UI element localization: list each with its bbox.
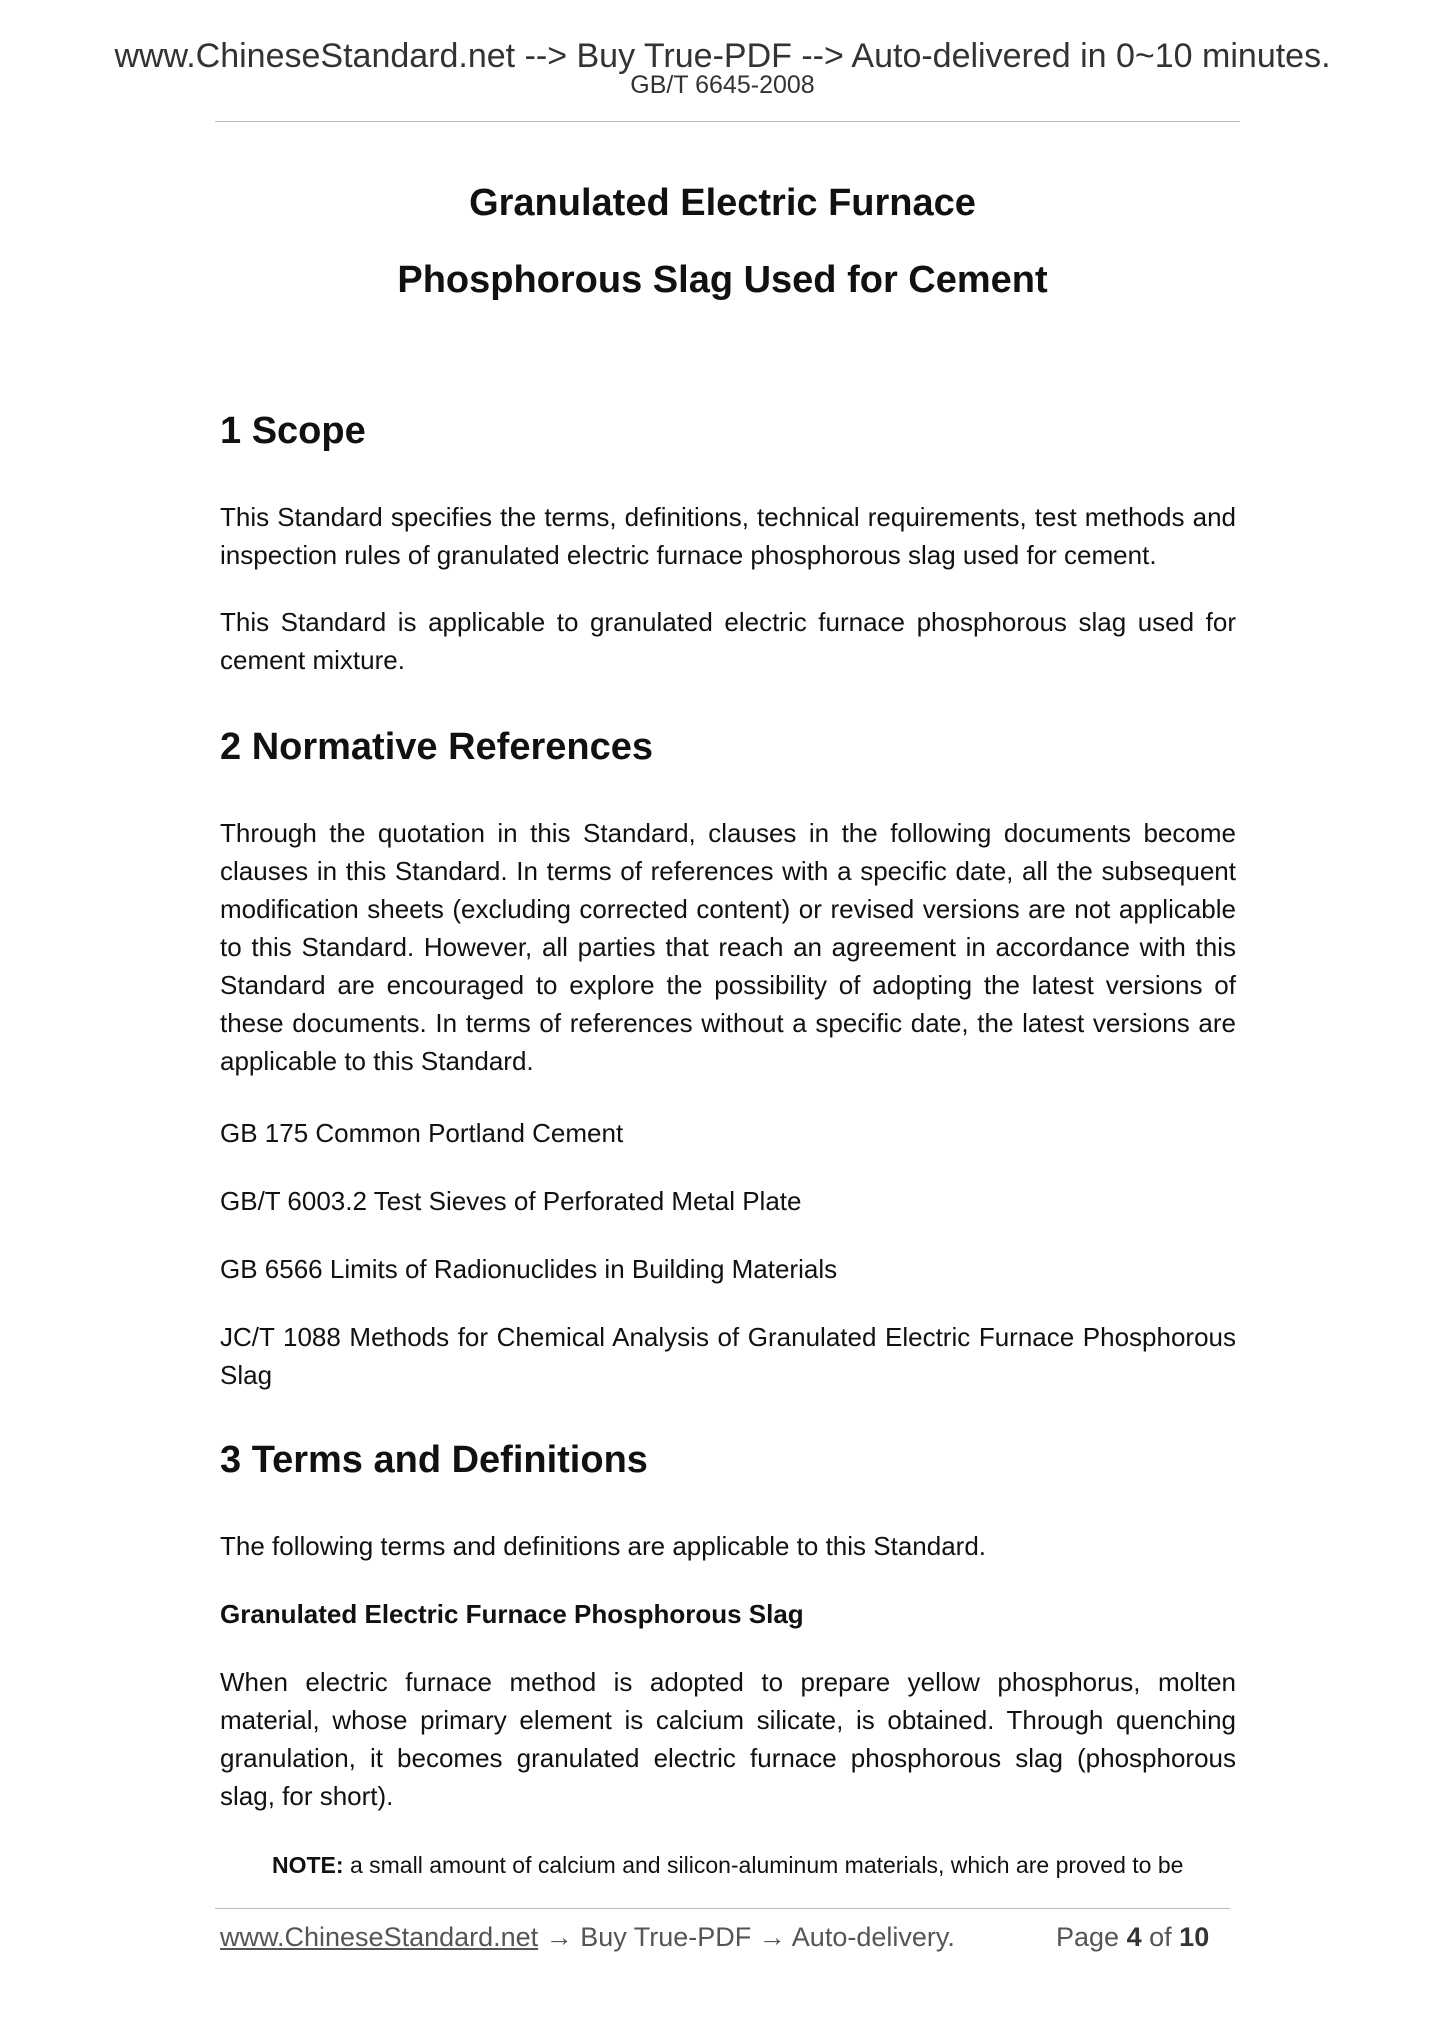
page-number: 4 (1126, 1922, 1142, 1952)
page-label: Page (1056, 1922, 1120, 1952)
footer-links (220, 1920, 955, 1954)
note (272, 1849, 1236, 1881)
arrow-right-icon: → (758, 1922, 786, 1952)
page-indicator (1056, 1920, 1209, 1954)
footer-delivery-text: Auto-delivery. (791, 1922, 955, 1952)
arrow-right-icon: → (545, 1922, 573, 1952)
footer-buy-text: Buy True-PDF (580, 1922, 752, 1952)
term-title: Granulated Electric Furnace Phosphorous Slag (220, 1599, 804, 1629)
footer-divider (215, 1908, 1230, 1909)
document-title-line-1: Granulated Electric Furnace (469, 182, 976, 224)
reference-item: JC/T 1088 Methods for Chemical Analysis of Granulated Electric Furnace Phosphorous Slag (220, 1322, 1236, 1390)
note-text: a small amount of calcium and silicon-aluminum materials, which are proved to be (343, 1852, 1184, 1878)
document-title-line-2: Phosphorous Slag Used for Cement (397, 259, 1048, 301)
section-heading-scope: 1 Scope (220, 410, 366, 452)
reference-item: GB/T 6003.2 Test Sieves of Perforated Metal Plate (220, 1186, 802, 1216)
of-label: of (1149, 1922, 1172, 1952)
reference-item: GB 6566 Limits of Radionuclides in Building Materials (220, 1254, 838, 1284)
note-label: NOTE: (272, 1852, 344, 1878)
scope-paragraph-2: This Standard is applicable to granulated electric furnace phosphorous slag used for cement mixture. (220, 607, 1236, 675)
section-heading-normative-references: 2 Normative References (220, 726, 653, 768)
header-divider (215, 121, 1240, 122)
scope-paragraph-1: This Standard specifies the terms, definitions, technical requirements, test methods and inspection rules of granulated electric furnace phosphorous slag used for cement. (220, 502, 1236, 570)
normative-references-intro: Through the quotation in this Standard, clauses in the following documents become clauses in this Standard. In terms of references with a specific date, all the subsequent modification sheets (excluding corrected content) or revised versions are not applicable to this Standard. However, all parties that reach an agreement in accordance with this Standard are encouraged to explore the possibility of adopting the latest versions of these documents. In terms of references without a specific date, the latest versions are applicable to this Standard. (220, 818, 1236, 1076)
document-code: GB/T 6645-2008 (630, 71, 815, 99)
page-total: 10 (1179, 1922, 1210, 1952)
terms-intro: The following terms and definitions are applicable to this Standard. (220, 1531, 986, 1561)
top-banner: www.ChineseStandard.net --> Buy True-PDF --> Auto-delivered in 0~10 minutes. (114, 37, 1331, 75)
section-heading-terms-definitions: 3 Terms and Definitions (220, 1439, 648, 1481)
term-definition: When electric furnace method is adopted to prepare yellow phosphorus, molten material, whose primary element is calcium silicate, is obtained. Through quenching granulation, it becomes granulated electric furnace phosphorous slag (phosphorous slag, for short). (220, 1667, 1236, 1811)
footer-site-link[interactable]: www.ChineseStandard.net (220, 1922, 539, 1952)
reference-item: GB 175 Common Portland Cement (220, 1118, 624, 1148)
